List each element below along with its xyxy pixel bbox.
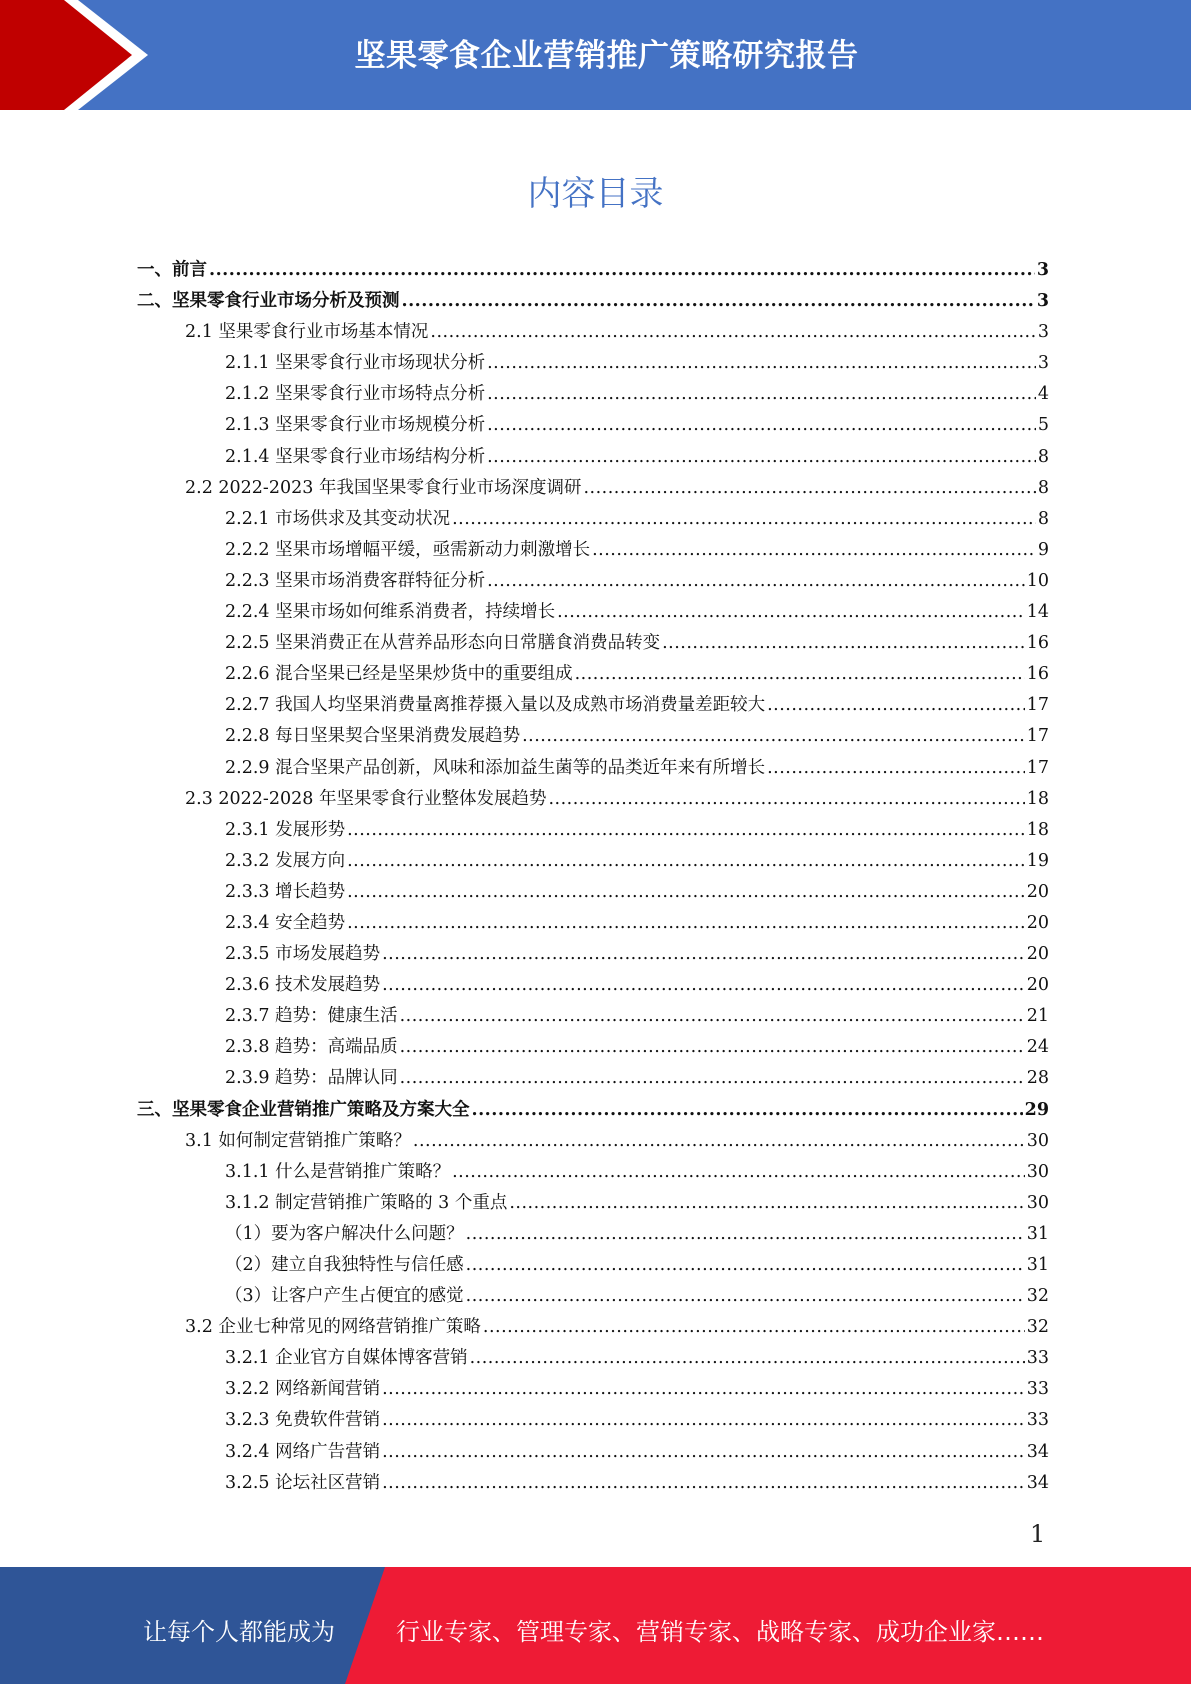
- toc-entry[interactable]: [137, 318, 1049, 349]
- toc-entry-page: 29: [1024, 1099, 1049, 1120]
- toc-entry-label: 3.2.5 论坛社区营销: [225, 1472, 381, 1493]
- toc-entry-label: 一、前言: [137, 260, 207, 280]
- toc-entry-page: 3: [1037, 322, 1049, 343]
- toc-entry-label: 2.2 2022-2023 年我国坚果零食行业市场深度调研: [185, 477, 582, 498]
- toc-entry[interactable]: [137, 287, 1049, 318]
- toc-entry-page: 32: [1026, 1286, 1049, 1307]
- page-footer: [0, 1567, 1191, 1684]
- toc-entry[interactable]: [137, 474, 1049, 505]
- toc-dot-leader: [472, 1100, 1023, 1120]
- toc-entry-page: 8: [1037, 508, 1049, 529]
- toc-entry[interactable]: [137, 1469, 1049, 1500]
- toc-dot-leader: [347, 851, 1025, 871]
- toc-entry-page: 9: [1037, 539, 1049, 560]
- toc-entry-label: 2.3.6 技术发展趋势: [225, 975, 381, 996]
- toc-entry-label: （2）建立自我独特性与信任感: [225, 1255, 464, 1275]
- toc-entry-label: 2.3.4 安全趋势: [225, 912, 346, 933]
- toc-entry[interactable]: [137, 1158, 1049, 1189]
- toc-entry-page: 3: [1037, 353, 1049, 374]
- toc-entry-page: 20: [1026, 881, 1049, 902]
- toc-dot-leader: [583, 478, 1035, 498]
- toc-entry[interactable]: [137, 754, 1049, 785]
- toc-dot-leader: [452, 1162, 1025, 1182]
- toc-dot-leader: [382, 1473, 1025, 1493]
- toc-entry[interactable]: [137, 1344, 1049, 1375]
- toc-entry-label: 2.1.3 坚果零食行业市场规模分析: [225, 415, 486, 436]
- toc-dot-leader: [466, 1255, 1025, 1275]
- toc-entry-label: 2.3.1 发展形势: [225, 819, 346, 840]
- toc-entry-page: 32: [1026, 1317, 1049, 1338]
- toc-entry-label: 3.2.4 网络广告营销: [225, 1441, 381, 1462]
- toc-entry[interactable]: [137, 349, 1049, 380]
- toc-dot-leader: [548, 789, 1024, 809]
- toc-entry-label: 3.2.1 企业官方自媒体博客营销: [225, 1348, 468, 1369]
- toc-entry-label: 2.2.4 坚果市场如何维系消费者，持续增长: [225, 602, 556, 623]
- toc-entry-page: 20: [1026, 912, 1049, 933]
- toc-dot-leader: [522, 726, 1025, 746]
- toc-entry-label: 2.1.1 坚果零食行业市场现状分析: [225, 353, 486, 374]
- toc-entry[interactable]: [137, 567, 1049, 598]
- toc-dot-leader: [382, 1410, 1025, 1430]
- toc-entry-page: 20: [1026, 975, 1049, 996]
- toc-entry-label: 2.3.9 趋势：品牌认同: [225, 1068, 398, 1089]
- toc-entry-page: 24: [1026, 1037, 1049, 1058]
- toc-entry-label: 2.3 2022-2028 年坚果零食行业整体发展趋势: [185, 788, 547, 809]
- toc-dot-leader: [592, 540, 1036, 560]
- toc-entry[interactable]: [137, 847, 1049, 878]
- toc-dot-leader: [347, 913, 1025, 933]
- toc-entry[interactable]: [137, 1064, 1049, 1095]
- toc-entry-page: 3: [1036, 260, 1049, 280]
- toc-entry-page: 3: [1036, 291, 1049, 312]
- toc-dot-leader: [470, 1348, 1025, 1368]
- toc-dot-leader: [487, 384, 1036, 404]
- toc-entry-page: 8: [1037, 477, 1049, 498]
- toc-entry[interactable]: [137, 256, 1049, 287]
- toc-entry-page: 21: [1026, 1006, 1049, 1027]
- toc-entry-label: 2.3.8 趋势：高端品质: [225, 1037, 398, 1058]
- toc-dot-leader: [400, 1037, 1025, 1057]
- toc-entry[interactable]: [137, 1313, 1049, 1344]
- toc-entry[interactable]: [137, 1096, 1049, 1127]
- toc-entry[interactable]: [137, 411, 1049, 442]
- toc-dot-leader: [487, 447, 1036, 467]
- toc-entry[interactable]: [137, 1002, 1049, 1033]
- toc-dot-leader: [347, 882, 1025, 902]
- toc-entry-page: 14: [1026, 602, 1049, 623]
- toc-entry-page: 30: [1026, 1161, 1049, 1182]
- footer-slogan-left: 让每个人都能成为: [143, 1618, 335, 1646]
- toc-dot-leader: [767, 695, 1025, 715]
- toc-entry[interactable]: [137, 785, 1049, 816]
- toc-entry-page: 16: [1026, 664, 1049, 685]
- toc-entry-page: 8: [1037, 446, 1049, 467]
- toc-entry[interactable]: [137, 443, 1049, 474]
- toc-entry[interactable]: [137, 1282, 1049, 1313]
- toc-entry-page: 19: [1026, 850, 1049, 871]
- toc-entry-page: 30: [1026, 1192, 1049, 1213]
- toc-entry-page: 31: [1026, 1223, 1049, 1244]
- toc-entry-page: 4: [1037, 384, 1049, 405]
- toc-entry-page: 10: [1026, 570, 1049, 591]
- toc-entry[interactable]: [137, 816, 1049, 847]
- toc-entry-page: 17: [1026, 726, 1049, 747]
- table-of-contents: [137, 256, 1049, 1500]
- toc-entry[interactable]: [137, 505, 1049, 536]
- toc-entry-label: 2.3.3 增长趋势: [225, 881, 346, 902]
- toc-entry[interactable]: [137, 940, 1049, 971]
- toc-dot-leader: [452, 509, 1036, 529]
- toc-entry-label: 3.2 企业七种常见的网络营销推广策略: [185, 1317, 481, 1338]
- toc-entry-label: 2.2.7 我国人均坚果消费量离推荐摄入量以及成熟市场消费量差距较大: [225, 695, 766, 716]
- toc-entry[interactable]: [137, 629, 1049, 660]
- toc-entry[interactable]: [137, 1438, 1049, 1469]
- toc-entry[interactable]: [137, 1189, 1049, 1220]
- toc-dot-leader: [767, 758, 1025, 778]
- toc-entry-label: 2.2.6 混合坚果已经是坚果炒货中的重要组成: [225, 664, 573, 685]
- toc-entry-label: 2.3.7 趋势：健康生活: [225, 1006, 398, 1027]
- toc-entry[interactable]: [137, 1251, 1049, 1282]
- toc-entry-label: 2.2.9 混合坚果产品创新，风味和添加益生菌等的品类近年来有所增长: [225, 757, 766, 778]
- toc-entry-label: 2.2.3 坚果市场消费客群特征分析: [225, 570, 486, 591]
- toc-entry[interactable]: [137, 1375, 1049, 1406]
- toc-entry-page: 34: [1026, 1441, 1049, 1462]
- toc-entry[interactable]: [137, 878, 1049, 909]
- toc-entry-page: 33: [1026, 1379, 1049, 1400]
- toc-dot-leader: [487, 415, 1036, 435]
- toc-entry-page: 17: [1026, 757, 1049, 778]
- toc-entry-page: 30: [1026, 1130, 1049, 1151]
- toc-dot-leader: [509, 1193, 1024, 1213]
- toc-entry-page: 16: [1026, 633, 1049, 654]
- toc-entry[interactable]: [137, 1127, 1049, 1158]
- toc-dot-leader: [430, 322, 1035, 342]
- toc-entry[interactable]: [137, 536, 1049, 567]
- toc-entry[interactable]: [137, 691, 1049, 722]
- toc-entry-label: 2.2.1 市场供求及其变动状况: [225, 508, 451, 529]
- toc-entry-page: 18: [1026, 788, 1049, 809]
- toc-entry-page: 28: [1026, 1068, 1049, 1089]
- toc-dot-leader: [400, 1068, 1025, 1088]
- toc-dot-leader: [575, 664, 1025, 684]
- toc-entry-page: 33: [1026, 1348, 1049, 1369]
- toc-dot-leader: [400, 1006, 1025, 1026]
- toc-dot-leader: [466, 1224, 1025, 1244]
- toc-entry-label: 2.1.4 坚果零食行业市场结构分析: [225, 446, 486, 467]
- toc-entry-label: 3.1.1 什么是营销推广策略？: [225, 1161, 451, 1182]
- toc-entry-label: （3）让客户产生占便宜的感觉: [225, 1286, 464, 1307]
- toc-dot-leader: [557, 602, 1025, 622]
- toc-entry[interactable]: [137, 971, 1049, 1002]
- toc-dot-leader: [483, 1317, 1025, 1337]
- toc-dot-leader: [382, 975, 1025, 995]
- toc-dot-leader: [382, 1379, 1025, 1399]
- toc-entry-label: 2.1.2 坚果零食行业市场特点分析: [225, 384, 486, 405]
- toc-entry-label: 3.1.2 制定营销推广策略的 3 个重点: [225, 1192, 508, 1213]
- toc-entry-page: 5: [1037, 415, 1049, 436]
- toc-dot-leader: [209, 260, 1035, 280]
- toc-dot-leader: [487, 353, 1036, 373]
- toc-entry-page: 17: [1026, 695, 1049, 716]
- page-header: [0, 0, 1191, 110]
- toc-entry-page: 33: [1026, 1410, 1049, 1431]
- toc-dot-leader: [662, 633, 1025, 653]
- report-title: 坚果零食企业营销推广策略研究报告: [354, 38, 859, 74]
- toc-entry[interactable]: [137, 660, 1049, 691]
- toc-entry-label: 2.1 坚果零食行业市场基本情况: [185, 322, 429, 343]
- toc-entry-label: 3.2.2 网络新闻营销: [225, 1379, 381, 1400]
- toc-dot-leader: [413, 1131, 1025, 1151]
- page-number: 1: [1030, 1520, 1046, 1548]
- toc-entry-label: 3.1 如何制定营销推广策略？: [185, 1130, 411, 1151]
- toc-entry[interactable]: [137, 909, 1049, 940]
- footer-slogan-right: 行业专家、管理专家、营销专家、战略专家、成功企业家……: [396, 1618, 1044, 1646]
- toc-entry-label: 2.2.5 坚果消费正在从营养品形态向日常膳食消费品转变: [225, 633, 661, 654]
- toc-entry[interactable]: [137, 1220, 1049, 1251]
- toc-heading: 内容目录: [527, 174, 664, 214]
- toc-entry-label: 三、坚果零食企业营销推广策略及方案大全: [137, 1099, 470, 1120]
- toc-dot-leader: [347, 820, 1025, 840]
- toc-entry-page: 31: [1026, 1255, 1049, 1275]
- toc-entry-label: 2.2.8 每日坚果契合坚果消费发展趋势: [225, 726, 521, 747]
- toc-entry[interactable]: [137, 1033, 1049, 1064]
- toc-dot-leader: [382, 1442, 1025, 1462]
- toc-entry-page: 20: [1026, 944, 1049, 965]
- toc-entry-page: 18: [1026, 819, 1049, 840]
- toc-entry-label: （1）要为客户解决什么问题？: [225, 1223, 464, 1244]
- toc-entry-label: 2.3.2 发展方向: [225, 850, 346, 871]
- toc-entry-label: 2.3.5 市场发展趋势: [225, 944, 381, 965]
- toc-entry[interactable]: [137, 722, 1049, 753]
- toc-dot-leader: [382, 944, 1025, 964]
- toc-dot-leader: [487, 571, 1025, 591]
- toc-dot-leader: [466, 1286, 1025, 1306]
- toc-dot-leader: [402, 291, 1035, 311]
- toc-entry-label: 二、坚果零食行业市场分析及预测: [137, 291, 400, 312]
- toc-entry-label: 2.2.2 坚果市场增幅平缓，亟需新动力刺激增长: [225, 539, 591, 560]
- toc-entry[interactable]: [137, 598, 1049, 629]
- toc-entry[interactable]: [137, 380, 1049, 411]
- toc-entry[interactable]: [137, 1406, 1049, 1437]
- toc-entry-label: 3.2.3 免费软件营销: [225, 1410, 381, 1431]
- toc-entry-page: 34: [1026, 1472, 1049, 1493]
